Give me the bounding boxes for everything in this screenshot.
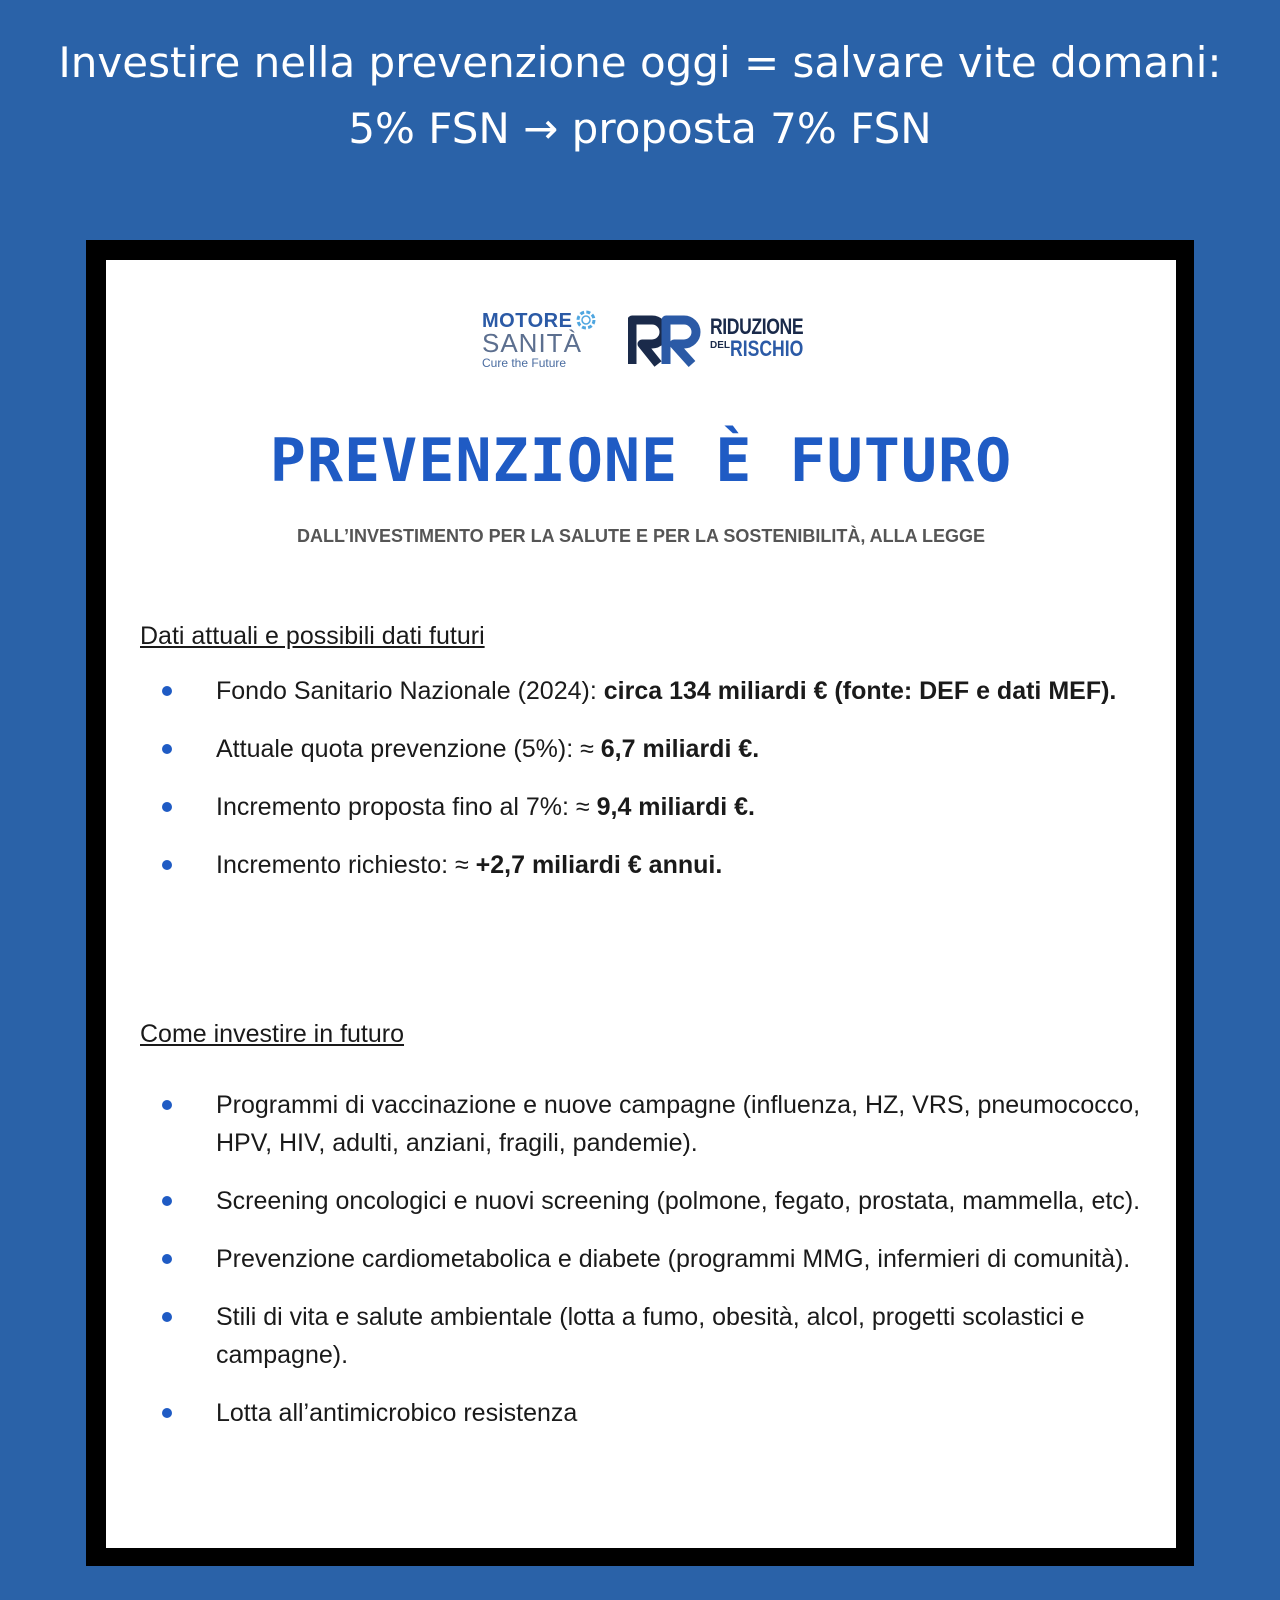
bullet-icon (162, 860, 172, 870)
section-heading-current-data: Dati attuali e possibili dati futuri (140, 622, 485, 650)
motore-sanita-logo (482, 308, 610, 374)
document-title: PREVENZIONE È FUTURO (269, 426, 1013, 496)
list-item: Lotta all’antimicrobico resistenza (140, 1394, 1150, 1432)
bullet-icon (162, 744, 172, 754)
document-card (106, 260, 1176, 1548)
bullet-icon (162, 1408, 172, 1418)
bullet-icon (162, 802, 172, 812)
riduzione-rischio-logo (628, 314, 808, 374)
rr-logo-prefix: DEL (710, 340, 730, 351)
bullet-icon (162, 1312, 172, 1322)
bullet-icon (162, 686, 172, 696)
motore-logo-tagline: Cure the Future (482, 356, 567, 370)
logos-row (106, 308, 1176, 378)
list-item: Screening oncologici e nuovi screening (polmone, fegato, prostata, mammella, etc). (140, 1182, 1150, 1220)
bullet-icon (162, 1100, 172, 1110)
rr-logo-line-2: RISCHIO (730, 336, 804, 361)
headline-line-1: Investire nella prevenzione oggi = salvare vite domani: (58, 38, 1222, 87)
list-item: Incremento proposta fino al 7%: ≈ 9,4 miliardi €. (140, 788, 1150, 826)
headline (0, 30, 1280, 162)
list-item: Programmi di vaccinazione e nuove campagne (influenza, HZ, VRS, pneumococco, HPV, HIV, adulti, anziani, fragili, pandemie). (140, 1086, 1150, 1162)
list-item: Attuale quota prevenzione (5%): ≈ 6,7 miliardi €. (140, 730, 1150, 768)
section-heading-future-investment: Come investire in futuro (140, 1020, 405, 1048)
bullet-icon (162, 1254, 172, 1264)
list-item: Prevenzione cardiometabolica e diabete (programmi MMG, infermieri di comunità). (140, 1240, 1150, 1278)
list-item: Incremento richiesto: ≈ +2,7 miliardi € annui. (140, 846, 1150, 884)
bullet-icon (162, 1196, 172, 1206)
current-data-list (140, 672, 1150, 904)
rr-logo-line-1: RIDUZIONE (710, 314, 804, 339)
rr-logo-icon (628, 314, 702, 368)
headline-line-2: 5% FSN → proposta 7% FSN (348, 104, 932, 153)
list-item: Stili di vita e salute ambientale (lotta a fumo, obesità, alcol, progetti scolastici e campagne). (140, 1298, 1150, 1374)
motore-logo-top: MOTORE (482, 310, 573, 332)
gear-icon (572, 306, 600, 334)
list-item: Fondo Sanitario Nazionale (2024): circa 134 miliardi € (fonte: DEF e dati MEF). (140, 672, 1150, 710)
document-subtitle: DALL’INVESTIMENTO PER LA SALUTE E PER LA SOSTENIBILITÀ, ALLA LEGGE (296, 526, 986, 546)
motore-logo-middle: SANITÀ (482, 328, 582, 358)
future-investment-list (140, 1086, 1150, 1452)
